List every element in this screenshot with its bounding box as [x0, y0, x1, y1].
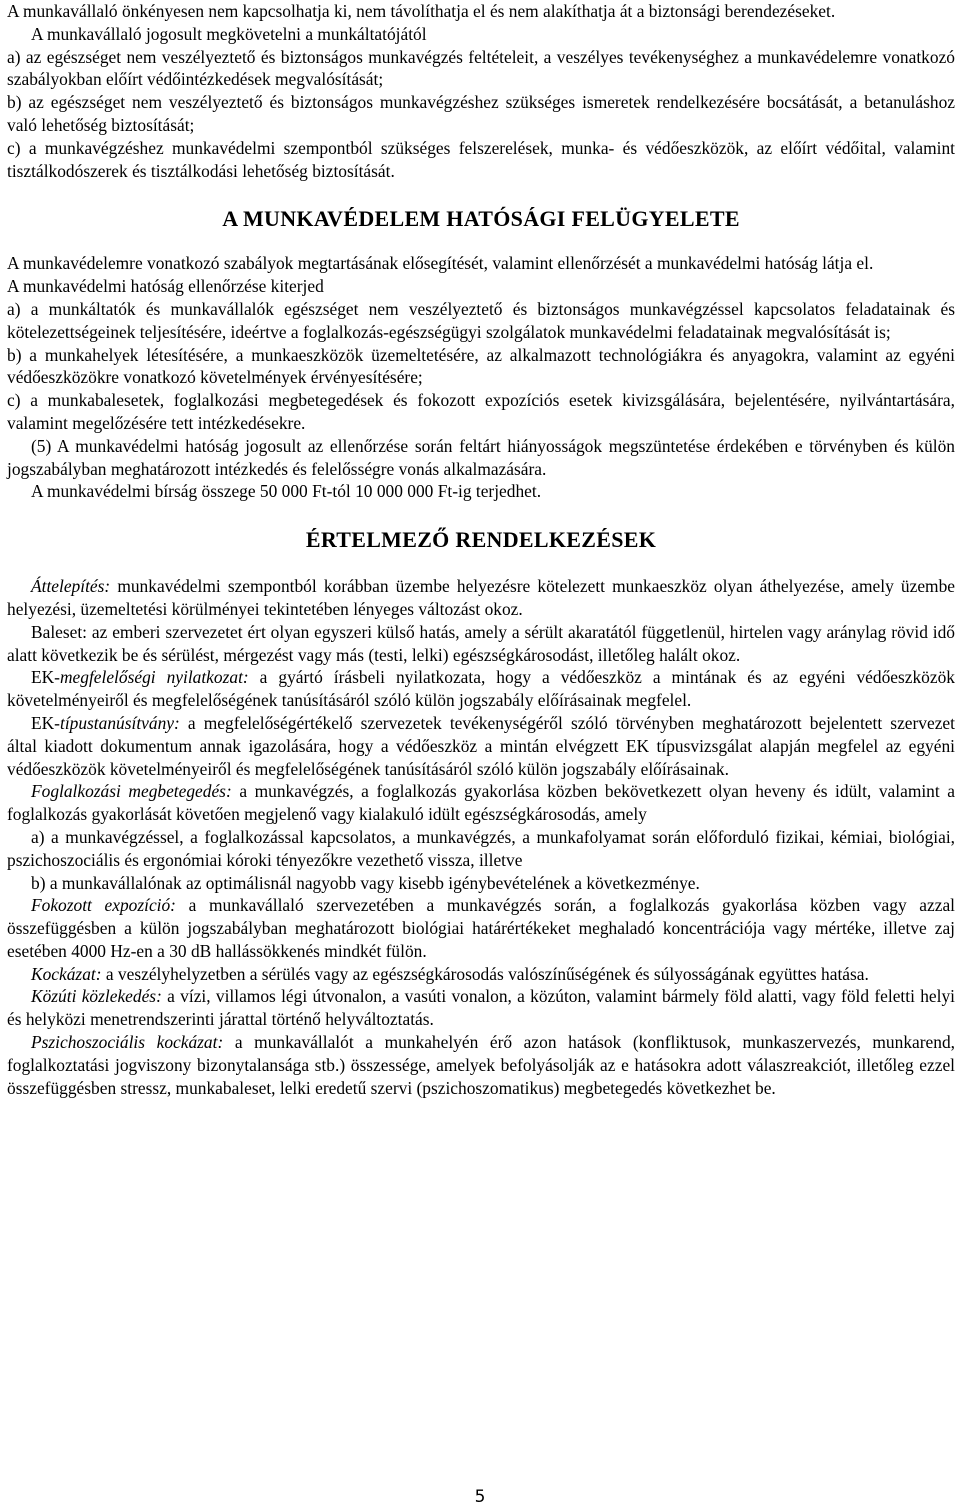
- list-item: c) a munkavégzéshez munkavédelmi szempontból szükséges felszerelések, munka- és védőeszközök, az előírt védőital, valamint tisztálkodószerek és tisztálkodási lehetőség biztosítását.: [7, 137, 955, 181]
- paragraph: A munkavállaló önkényesen nem kapcsolhatja ki, nem távolíthatja el és nem alakíthatja át a biztonsági berendezéseket.: [7, 1, 836, 21]
- document-page: [7, 0, 955, 1099]
- definition-text: a veszélyhelyzetben a sérülés vagy az egészségkárosodás valószínűségének és súlyosságának együttes hatása.: [101, 963, 869, 984]
- definition-text: a munkavégzés, a foglalkozás gyakorlása közben bekövetkezett olyan heveny és idült, valamint a foglalkozás gyakorlását követően megjelenő vagy kialakuló idült egészségkárosodás, amely: [7, 781, 955, 825]
- paragraph: A munkavállaló jogosult megkövetelni a munkáltatójától: [31, 23, 427, 44]
- list-item: b) a munkavállalónak az optimálisnál nagyobb vagy kisebb igénybevételének a következménye.: [31, 872, 700, 893]
- definition-term: Baleset:: [31, 621, 88, 642]
- definition-text: a munkavállaló szervezetében a munkavégzés során, a foglalkozás gyakorlása közben vagy azzal összefüggésben a külön jogszabályban meghatározott biológiai határértékeket meghaladó koncentrációja vagy mértéke, illetve zaj esetében 4000 Hz-en a 30 dB hallássökkenés mindkét fülön.: [7, 895, 956, 961]
- definition-term: Kockázat:: [31, 963, 102, 984]
- list-item: a) a munkavégzéssel, a foglalkozással kapcsolatos, a munkavégzés, a munkafolyamat során előforduló fizikai, kémiai, biológiai, pszichoszociális és ergonómiai kóroki tényezőkre vezethető vissza, illetve: [7, 826, 955, 870]
- list-item: a) a munkáltatók és munkavállalók egészséget nem veszélyeztető és biztonságos munkavégzéssel kapcsolatos feladatainak és kötelezettségeinek teljesítésére, ideértve a foglalkozás-egészségügyi szolgálatok munkavédelmi feladatainak megvalósítását is;: [7, 298, 955, 342]
- definition-text: a vízi, villamos légi útvonalon, a vasúti vonalon, a közúton, valamint bármely föld alatti, vagy föld feletti helyi és helyközi menetrendszerinti járattal történő helyváltoztatás.: [7, 986, 955, 1030]
- definition: [7, 712, 955, 780]
- definition-text: munkavédelmi szempontból korábban üzembe helyezésre kötelezett munkaeszköz olyan áthelyezése, amely üzembe helyezési, üzemeltetési körülményei tekintetében lényeges változást okoz.: [7, 576, 955, 619]
- definition: [7, 894, 955, 962]
- definition-text: az emberi szervezetet ért olyan egyszeri külső hatás, amely a sérült akaratától függetlenül, hirtelen vagy aránylag rövid idő alatt következik be és sérülést, mérgezést vagy más (testi, lelki) egészségkárosodást, illetőleg halált okoz.: [7, 621, 955, 665]
- definition: [7, 780, 955, 826]
- definition-term: Fokozott expozíció:: [31, 895, 176, 916]
- section-heading: ÉRTELMEZŐ RENDELKEZÉSEK: [305, 527, 657, 553]
- definition-term: Közúti közlekedés:: [31, 986, 162, 1007]
- paragraph: A munkavédelmi hatóság ellenőrzése kiterjed: [7, 276, 324, 297]
- definition: [7, 985, 955, 1031]
- definition-term: Pszichoszociális kockázat:: [31, 1032, 224, 1053]
- definition: [7, 575, 955, 621]
- list-item: b) az egészséget nem veszélyeztető és biztonságos munkavégzéshez szükséges ismeretek rendelkezésére bocsátását, a betanuláshoz való lehetőség biztosítását;: [7, 92, 955, 135]
- section-heading: A MUNKAVÉDELEM HATÓSÁGI FELÜGYELETE: [222, 206, 740, 232]
- list-item: c) a munkabalesetek, foglalkozási megbetegedések és fokozott expozíciós esetek kivizsgálására, bejelentésére, nyilvántartására, valamint megelőzésére tett intézkedésekre.: [7, 390, 955, 433]
- definition: [7, 963, 955, 986]
- paragraph: A munkavédelemre vonatkozó szabályok megtartásának elősegítését, valamint ellenőrzését a munkavédelmi hatóság látja el.: [7, 253, 874, 274]
- definition-prefix: EK-: [31, 667, 60, 688]
- definition-text: a munkavállalót a munkahelyén érő azon hatások (konfliktusok, munkaszervezés, munkarend, foglalkoztatási jogviszony bizonytalansága stb.) összessége, amelyek befolyásolják az e hatásokra adott válaszreakciót, illetőleg ezzel összefüggésben stressz, munkabaleset, lelki eredetű szervi (pszichoszomatikus) megbetegedés következhet be.: [7, 1032, 955, 1098]
- definition: [7, 666, 955, 712]
- definition-prefix: EK-: [31, 712, 60, 733]
- definition: [7, 621, 955, 667]
- definition-term: megfelelőségi nyilatkozat:: [59, 667, 249, 688]
- list-item: a) az egészséget nem veszélyeztető és biztonságos munkavégzés feltételeit, a veszélyes tevékenységhez a munkavédelemre vonatkozó szabályokban előírt védőintézkedések megvalósítását;: [7, 46, 955, 90]
- definition-term: típustanúsítvány:: [59, 712, 180, 733]
- definition-text: a gyártó írásbeli nyilatkozata, hogy a védőeszköz a mintának és az egyéni védőeszközök követelményeiről és megfelelőségének tanúsításáról szóló külön jogszabály előírásainak megfelel.: [7, 667, 955, 711]
- paragraph: A munkavédelmi bírság összege 50 000 Ft-tól 10 000 000 Ft-ig terjedhet.: [31, 481, 542, 502]
- definition-text: a megfelelőségértékelő szervezetek tevékenységéről szóló törvényben meghatározott bejelentett szervezet által kiadott dokumentum annak igazolására, hogy a védőeszköz a mintán elvégzett EK típusvizsgálat alapján megfelel az egyéni védőeszközök követelményeiről és megfelelőségének tanúsításáról szóló külön jogszabály előírásainak.: [7, 712, 955, 779]
- list-item: b) a munkahelyek létesítésére, a munkaeszközök üzemeltetésére, az alkalmazott technológiákra és anyagokra, valamint az egyéni védőeszközökre vonatkozó követelmények érvényesítésére;: [7, 344, 955, 388]
- page-number: 5: [474, 1487, 486, 1507]
- definition-term: Foglalkozási megbetegedés:: [31, 781, 232, 802]
- paragraph: (5) A munkavédelmi hatóság jogosult az ellenőrzése során feltárt hiányosságok megszüntetése érdekében e törvényben és külön jogszabályban meghatározott intézkedés és felelősségre vonás alkalmazására.: [7, 435, 955, 479]
- definition-term: Áttelepítés:: [31, 576, 111, 597]
- definition: [7, 1031, 955, 1099]
